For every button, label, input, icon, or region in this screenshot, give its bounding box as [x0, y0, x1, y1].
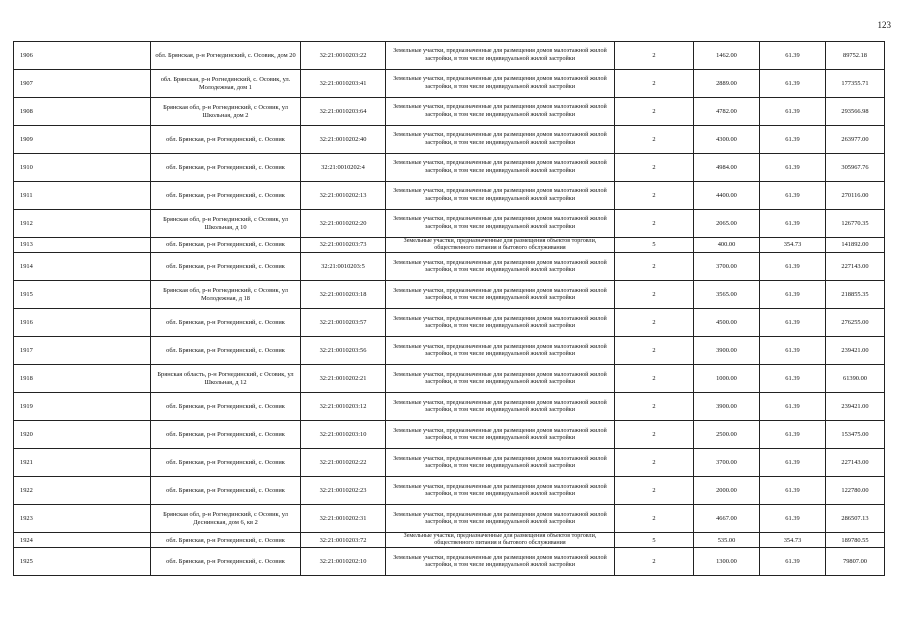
- cadastral-value-cell: 227143.00: [826, 253, 885, 281]
- land-use-cell: Земельные участки, предназначенные для размещения домов малоэтажной жилой застройки, в том числе индивидуальной жилой застройки: [386, 281, 615, 309]
- cadastral-value-cell: 79807.00: [826, 548, 885, 576]
- use-group-cell: 2: [615, 253, 694, 281]
- row-number: 1920: [14, 421, 151, 449]
- land-registry-table: [13, 41, 885, 576]
- rate-cell: 61.39: [760, 281, 826, 309]
- cadastral-value-cell: 227143.00: [826, 449, 885, 477]
- row-number: 1912: [14, 210, 151, 238]
- table-row: [14, 505, 885, 533]
- land-use-cell: Земельные участки, предназначенные для размещения домов малоэтажной жилой застройки, в том числе индивидуальной жилой застройки: [386, 548, 615, 576]
- rate-cell: 61.39: [760, 337, 826, 365]
- rate-cell: 61.39: [760, 253, 826, 281]
- address-cell: обл. Брянская, р-н Рогнединский, с. Осовик: [151, 154, 301, 182]
- use-group-cell: 2: [615, 70, 694, 98]
- table-row: [14, 337, 885, 365]
- cadastral-number-cell: 32:21:0010202:13: [301, 182, 386, 210]
- cadastral-number-cell: 32:21:0010203:41: [301, 70, 386, 98]
- cadastral-number-cell: 32:21:0010203:5: [301, 253, 386, 281]
- cadastral-number-cell: 32:21:0010203:12: [301, 393, 386, 421]
- area-cell: 2000.00: [694, 477, 760, 505]
- use-group-cell: 2: [615, 210, 694, 238]
- area-cell: 2500.00: [694, 421, 760, 449]
- land-use-cell: Земельные участки, предназначенные для размещения домов малоэтажной жилой застройки, в том числе индивидуальной жилой застройки: [386, 182, 615, 210]
- cadastral-value-cell: 293566.98: [826, 98, 885, 126]
- use-group-cell: 2: [615, 154, 694, 182]
- land-use-cell: Земельные участки, предназначенные для размещения домов малоэтажной жилой застройки, в том числе индивидуальной жилой застройки: [386, 210, 615, 238]
- table-row: [14, 210, 885, 238]
- rate-cell: 61.39: [760, 182, 826, 210]
- table-row: [14, 421, 885, 449]
- land-use-cell: Земельные участки, предназначенные для размещения домов малоэтажной жилой застройки, в том числе индивидуальной жилой застройки: [386, 309, 615, 337]
- use-group-cell: 2: [615, 365, 694, 393]
- rate-cell: 61.39: [760, 421, 826, 449]
- row-number: 1921: [14, 449, 151, 477]
- land-use-cell: Земельные участки, предназначенные для размещения домов малоэтажной жилой застройки, в том числе индивидуальной жилой застройки: [386, 253, 615, 281]
- cadastral-value-cell: 239421.00: [826, 337, 885, 365]
- area-cell: 4667.00: [694, 505, 760, 533]
- address-cell: обл. Брянская, р-н Рогнединский, с. Осовик: [151, 449, 301, 477]
- cadastral-value-cell: 122780.00: [826, 477, 885, 505]
- cadastral-value-cell: 61390.00: [826, 365, 885, 393]
- row-number: 1909: [14, 126, 151, 154]
- rate-cell: 354.73: [760, 238, 826, 253]
- row-number: 1922: [14, 477, 151, 505]
- row-number: 1910: [14, 154, 151, 182]
- cadastral-number-cell: 32:21:0010203:64: [301, 98, 386, 126]
- table-row: [14, 533, 885, 548]
- area-cell: 3700.00: [694, 253, 760, 281]
- table-row: [14, 70, 885, 98]
- area-cell: 1300.00: [694, 548, 760, 576]
- address-cell: обл. Брянская, р-н Рогнединский, с. Осовик, дом 20: [151, 42, 301, 70]
- area-cell: 3900.00: [694, 337, 760, 365]
- table-row: [14, 98, 885, 126]
- address-cell: обл. Брянская, р-н Рогнединский, с. Осовик: [151, 477, 301, 505]
- area-cell: 4500.00: [694, 309, 760, 337]
- address-cell: обл. Брянская, р-н Рогнединский, с. Осовик: [151, 337, 301, 365]
- address-cell: Брянская обл, р-н Рогнединский, с Осовик, ул Молодежная, д 18: [151, 281, 301, 309]
- row-number: 1908: [14, 98, 151, 126]
- address-cell: обл. Брянская, р-н Рогнединский, с. Осовик: [151, 253, 301, 281]
- cadastral-value-cell: 89752.18: [826, 42, 885, 70]
- cadastral-value-cell: 141892.00: [826, 238, 885, 253]
- land-use-cell: Земельные участки, предназначенные для размещения домов малоэтажной жилой застройки, в том числе индивидуальной жилой застройки: [386, 70, 615, 98]
- use-group-cell: 2: [615, 309, 694, 337]
- row-number: 1911: [14, 182, 151, 210]
- use-group-cell: 2: [615, 393, 694, 421]
- cadastral-number-cell: 32:21:0010202:23: [301, 477, 386, 505]
- cadastral-number-cell: 32:21:0010203:57: [301, 309, 386, 337]
- area-cell: 1000.00: [694, 365, 760, 393]
- row-number: 1918: [14, 365, 151, 393]
- row-number: 1914: [14, 253, 151, 281]
- address-cell: Брянская область, р-н Рогнединский, с Осовик, ул Школьная, д 12: [151, 365, 301, 393]
- area-cell: 400.00: [694, 238, 760, 253]
- cadastral-number-cell: 32:21:0010202:10: [301, 548, 386, 576]
- row-number: 1916: [14, 309, 151, 337]
- use-group-cell: 2: [615, 477, 694, 505]
- address-cell: обл. Брянская, р-н Рогнединский, с. Осовик: [151, 309, 301, 337]
- address-cell: обл. Брянская, р-н Рогнединский, с. Осовик: [151, 238, 301, 253]
- cadastral-number-cell: 32:21:0010203:18: [301, 281, 386, 309]
- row-number: 1906: [14, 42, 151, 70]
- use-group-cell: 5: [615, 238, 694, 253]
- cadastral-number-cell: 32:21:0010202:20: [301, 210, 386, 238]
- cadastral-value-cell: 305967.76: [826, 154, 885, 182]
- address-cell: обл. Брянская, р-н Рогнединский, с. Осовик: [151, 126, 301, 154]
- land-use-cell: Земельные участки, предназначенные для размещения домов малоэтажной жилой застройки, в том числе индивидуальной жилой застройки: [386, 365, 615, 393]
- rate-cell: 61.39: [760, 365, 826, 393]
- address-cell: обл. Брянская, р-н Рогнединский, с. Осовик: [151, 393, 301, 421]
- rate-cell: 61.39: [760, 548, 826, 576]
- area-cell: 4782.00: [694, 98, 760, 126]
- address-cell: Брянская обл, р-н Рогнединский, с Осовик, ул Деснинская, дом 6, кв 2: [151, 505, 301, 533]
- table-row: [14, 365, 885, 393]
- rate-cell: 61.39: [760, 393, 826, 421]
- address-cell: обл. Брянская, р-н Рогнединский, с. Осовик: [151, 182, 301, 210]
- use-group-cell: 2: [615, 337, 694, 365]
- cadastral-value-cell: 218855.35: [826, 281, 885, 309]
- cadastral-value-cell: 126770.35: [826, 210, 885, 238]
- row-number: 1915: [14, 281, 151, 309]
- use-group-cell: 2: [615, 182, 694, 210]
- row-number: 1907: [14, 70, 151, 98]
- area-cell: 2065.00: [694, 210, 760, 238]
- cadastral-number-cell: 32:21:0010203:22: [301, 42, 386, 70]
- use-group-cell: 2: [615, 449, 694, 477]
- land-use-cell: Земельные участки, предназначенные для размещения домов малоэтажной жилой застройки, в том числе индивидуальной жилой застройки: [386, 421, 615, 449]
- cadastral-value-cell: 177355.71: [826, 70, 885, 98]
- use-group-cell: 2: [615, 505, 694, 533]
- rate-cell: 61.39: [760, 210, 826, 238]
- area-cell: 2889.00: [694, 70, 760, 98]
- land-use-cell: Земельные участки, предназначенные для размещения домов малоэтажной жилой застройки, в том числе индивидуальной жилой застройки: [386, 393, 615, 421]
- table-row: [14, 477, 885, 505]
- rate-cell: 61.39: [760, 126, 826, 154]
- address-cell: обл. Брянская, р-н Рогнединский, с. Осовик, ул. Молодежная, дом 1: [151, 70, 301, 98]
- area-cell: 1462.00: [694, 42, 760, 70]
- area-cell: 3900.00: [694, 393, 760, 421]
- area-cell: 3700.00: [694, 449, 760, 477]
- row-number: 1919: [14, 393, 151, 421]
- rate-cell: 61.39: [760, 449, 826, 477]
- land-use-cell: Земельные участки, предназначенные для размещения домов малоэтажной жилой застройки, в том числе индивидуальной жилой застройки: [386, 477, 615, 505]
- address-cell: Брянская обл, р-н Рогнединский, с Осовик, ул Школьная, д 10: [151, 210, 301, 238]
- land-use-cell: Земельные участки, предназначенные для размещения домов малоэтажной жилой застройки, в том числе индивидуальной жилой застройки: [386, 98, 615, 126]
- cadastral-number-cell: 32:21:0010202:21: [301, 365, 386, 393]
- land-use-cell: Земельные участки, предназначенные для размещения домов малоэтажной жилой застройки, в том числе индивидуальной жилой застройки: [386, 154, 615, 182]
- cadastral-number-cell: 32:21:0010203:10: [301, 421, 386, 449]
- area-cell: 535.00: [694, 533, 760, 548]
- table-row: [14, 154, 885, 182]
- land-use-cell: Земельные участки, предназначенные для размещения домов малоэтажной жилой застройки, в том числе индивидуальной жилой застройки: [386, 126, 615, 154]
- use-group-cell: 2: [615, 421, 694, 449]
- use-group-cell: 5: [615, 533, 694, 548]
- land-use-cell: Земельные участки, предназначенные для размещения домов малоэтажной жилой застройки, в том числе индивидуальной жилой застройки: [386, 42, 615, 70]
- land-use-cell: Земельные участки, предназначенные для размещения домов малоэтажной жилой застройки, в том числе индивидуальной жилой застройки: [386, 505, 615, 533]
- area-cell: 3565.00: [694, 281, 760, 309]
- use-group-cell: 2: [615, 126, 694, 154]
- table-row: [14, 449, 885, 477]
- land-use-cell: Земельные участки, предназначенные для размещения объектов торговли, общественного питания и бытового обслуживания: [386, 238, 615, 253]
- row-number: 1913: [14, 238, 151, 253]
- use-group-cell: 2: [615, 548, 694, 576]
- land-use-cell: Земельные участки, предназначенные для размещения домов малоэтажной жилой застройки, в том числе индивидуальной жилой застройки: [386, 449, 615, 477]
- rate-cell: 61.39: [760, 98, 826, 126]
- cadastral-value-cell: 263977.00: [826, 126, 885, 154]
- table-row: [14, 309, 885, 337]
- cadastral-value-cell: 153475.00: [826, 421, 885, 449]
- use-group-cell: 2: [615, 281, 694, 309]
- address-cell: обл. Брянская, р-н Рогнединский, с. Осовик: [151, 533, 301, 548]
- area-cell: 4984.00: [694, 154, 760, 182]
- land-use-cell: Земельные участки, предназначенные для размещения объектов торговли, общественного питания и бытового обслуживания: [386, 533, 615, 548]
- use-group-cell: 2: [615, 42, 694, 70]
- table-row: [14, 253, 885, 281]
- land-use-cell: Земельные участки, предназначенные для размещения домов малоэтажной жилой застройки, в том числе индивидуальной жилой застройки: [386, 337, 615, 365]
- cadastral-number-cell: 32:21:0010203:56: [301, 337, 386, 365]
- rate-cell: 61.39: [760, 309, 826, 337]
- cadastral-value-cell: 239421.00: [826, 393, 885, 421]
- rate-cell: 61.39: [760, 505, 826, 533]
- table-row: [14, 548, 885, 576]
- row-number: 1923: [14, 505, 151, 533]
- table-row: [14, 182, 885, 210]
- cadastral-number-cell: 32:21:0010203:72: [301, 533, 386, 548]
- cadastral-value-cell: 270116.00: [826, 182, 885, 210]
- table-row: [14, 238, 885, 253]
- address-cell: обл. Брянская, р-н Рогнединский, с. Осовик: [151, 421, 301, 449]
- area-cell: 4400.00: [694, 182, 760, 210]
- cadastral-number-cell: 32:21:0010202:31: [301, 505, 386, 533]
- table-row: [14, 393, 885, 421]
- rate-cell: 61.39: [760, 154, 826, 182]
- cadastral-number-cell: 32:21:0010203:73: [301, 238, 386, 253]
- rate-cell: 61.39: [760, 70, 826, 98]
- row-number: 1925: [14, 548, 151, 576]
- page-number: 123: [877, 20, 891, 30]
- row-number: 1917: [14, 337, 151, 365]
- address-cell: обл. Брянская, р-н Рогнединский, с. Осовик: [151, 548, 301, 576]
- cadastral-value-cell: 189780.55: [826, 533, 885, 548]
- rate-cell: 354.73: [760, 533, 826, 548]
- cadastral-number-cell: 32:21:0010202:40: [301, 126, 386, 154]
- rate-cell: 61.39: [760, 42, 826, 70]
- cadastral-number-cell: 32:21:0010202:22: [301, 449, 386, 477]
- address-cell: Брянская обл, р-н Рогнединский, с Осовик, ул Школьная, дом 2: [151, 98, 301, 126]
- table-row: [14, 281, 885, 309]
- cadastral-value-cell: 286507.13: [826, 505, 885, 533]
- use-group-cell: 2: [615, 98, 694, 126]
- cadastral-value-cell: 276255.00: [826, 309, 885, 337]
- row-number: 1924: [14, 533, 151, 548]
- table-row: [14, 42, 885, 70]
- cadastral-number-cell: 32:21:0010202:4: [301, 154, 386, 182]
- table-row: [14, 126, 885, 154]
- rate-cell: 61.39: [760, 477, 826, 505]
- area-cell: 4300.00: [694, 126, 760, 154]
